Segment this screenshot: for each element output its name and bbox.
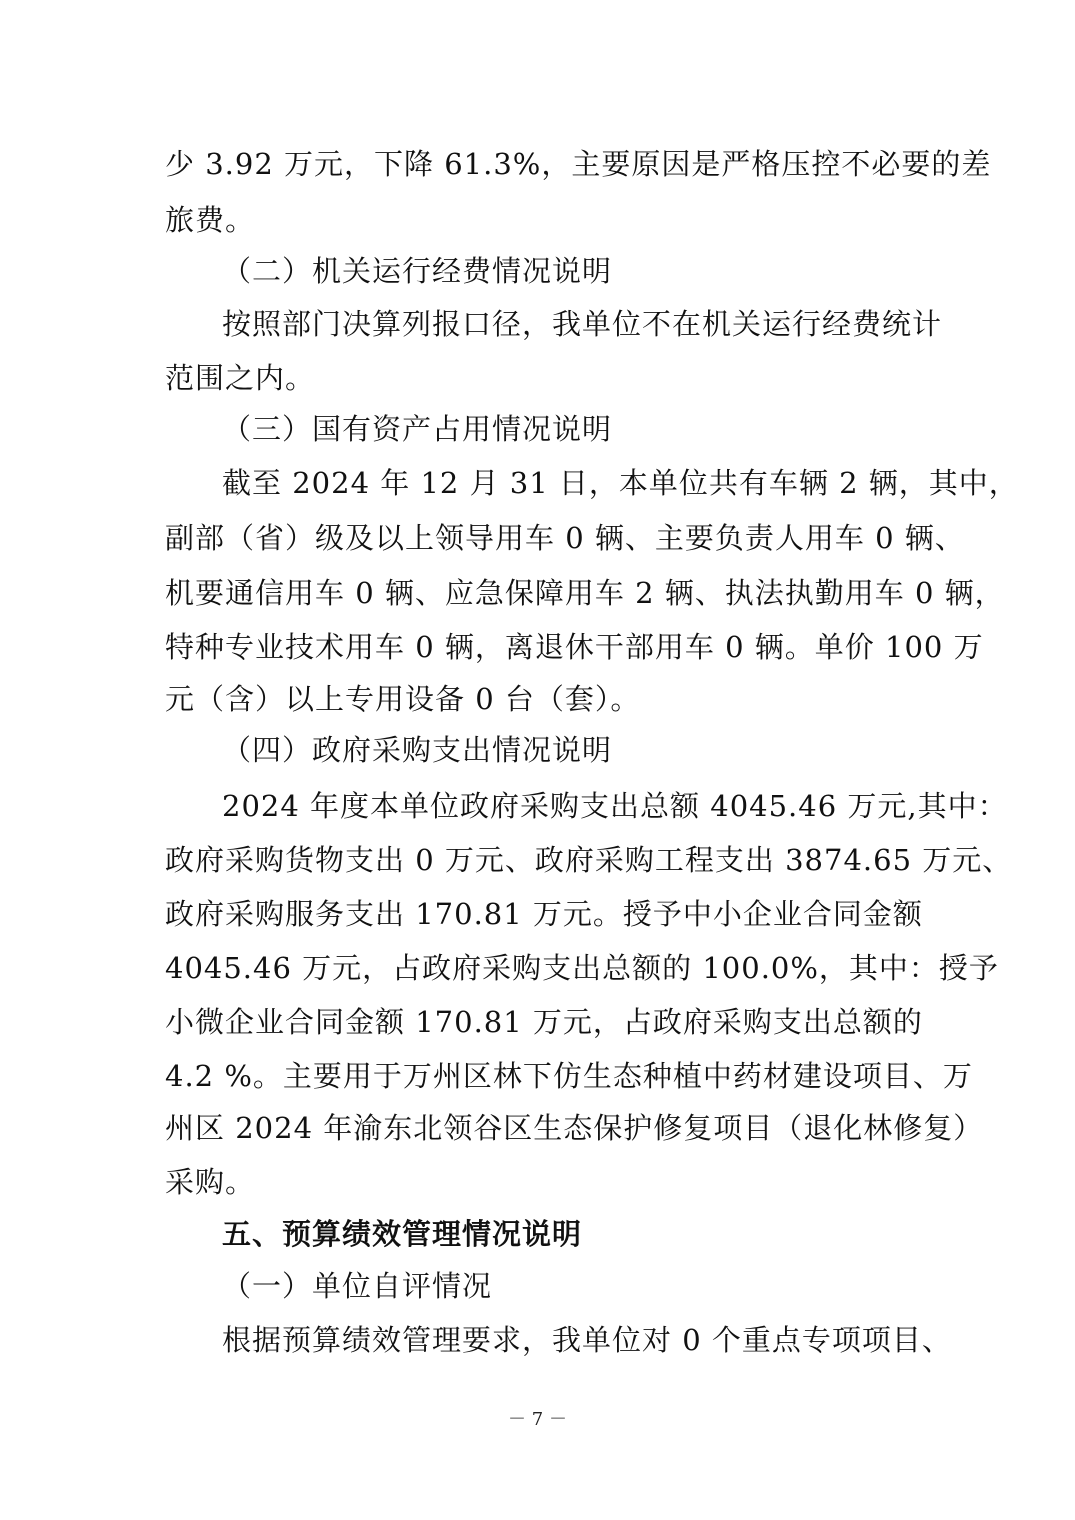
- paragraph-line: 特种专业技术用车 0 辆，离退休干部用车 0 辆。单价 100 万: [165, 630, 984, 664]
- paragraph-line: 少 3.92 万元，下降 61.3%，主要原因是严格压控不必要的差: [165, 147, 992, 181]
- paragraph-line: 截至 2024 年 12 月 31 日，本单位共有车辆 2 辆，其中，: [222, 466, 1019, 500]
- section-heading: （三）国有资产占用情况说明: [222, 412, 613, 446]
- paragraph-line: 4.2 %。主要用于万州区林下仿生态种植中药材建设项目、万: [165, 1059, 973, 1093]
- paragraph-line: 旅费。: [165, 203, 256, 237]
- paragraph-line: 机要通信用车 0 辆、应急保障用车 2 辆、执法执勤用车 0 辆，: [165, 576, 1005, 610]
- paragraph-line: 副部（省）级及以上领导用车 0 辆、主要负责人用车 0 辆、: [165, 521, 965, 555]
- paragraph-line: 2024 年度本单位政府采购支出总额 4045.46 万元,其中：: [222, 789, 1008, 823]
- paragraph-line: 州区 2024 年渝东北领谷区生态保护修复项目（退化林修复）: [165, 1111, 984, 1145]
- paragraph-line: 小微企业合同金额 170.81 万元，占政府采购支出总额的: [165, 1005, 923, 1039]
- paragraph-line: 政府采购服务支出 170.81 万元。授予中小企业合同金额: [165, 897, 923, 931]
- chapter-heading: 五、预算绩效管理情况说明: [222, 1217, 583, 1251]
- paragraph-line: 按照部门决算列报口径，我单位不在机关运行经费统计: [222, 307, 943, 341]
- section-heading: （二）机关运行经费情况说明: [222, 254, 613, 288]
- paragraph-line: 4045.46 万元，占政府采购支出总额的 100.0%，其中：授予: [165, 951, 999, 985]
- paragraph-line: 政府采购货物支出 0 万元、政府采购工程支出 3874.65 万元、: [165, 843, 1013, 877]
- paragraph-line: 范围之内。: [165, 361, 316, 395]
- paragraph-line: 采购。: [165, 1165, 256, 1199]
- page-number: － 7 －: [508, 1409, 567, 1430]
- paragraph-line: 元（含）以上专用设备 0 台（套）。: [165, 682, 641, 716]
- paragraph-line: 根据预算绩效管理要求，我单位对 0 个重点专项项目、: [222, 1323, 952, 1357]
- section-heading: （一）单位自评情况: [222, 1269, 493, 1303]
- section-heading: （四）政府采购支出情况说明: [222, 733, 613, 767]
